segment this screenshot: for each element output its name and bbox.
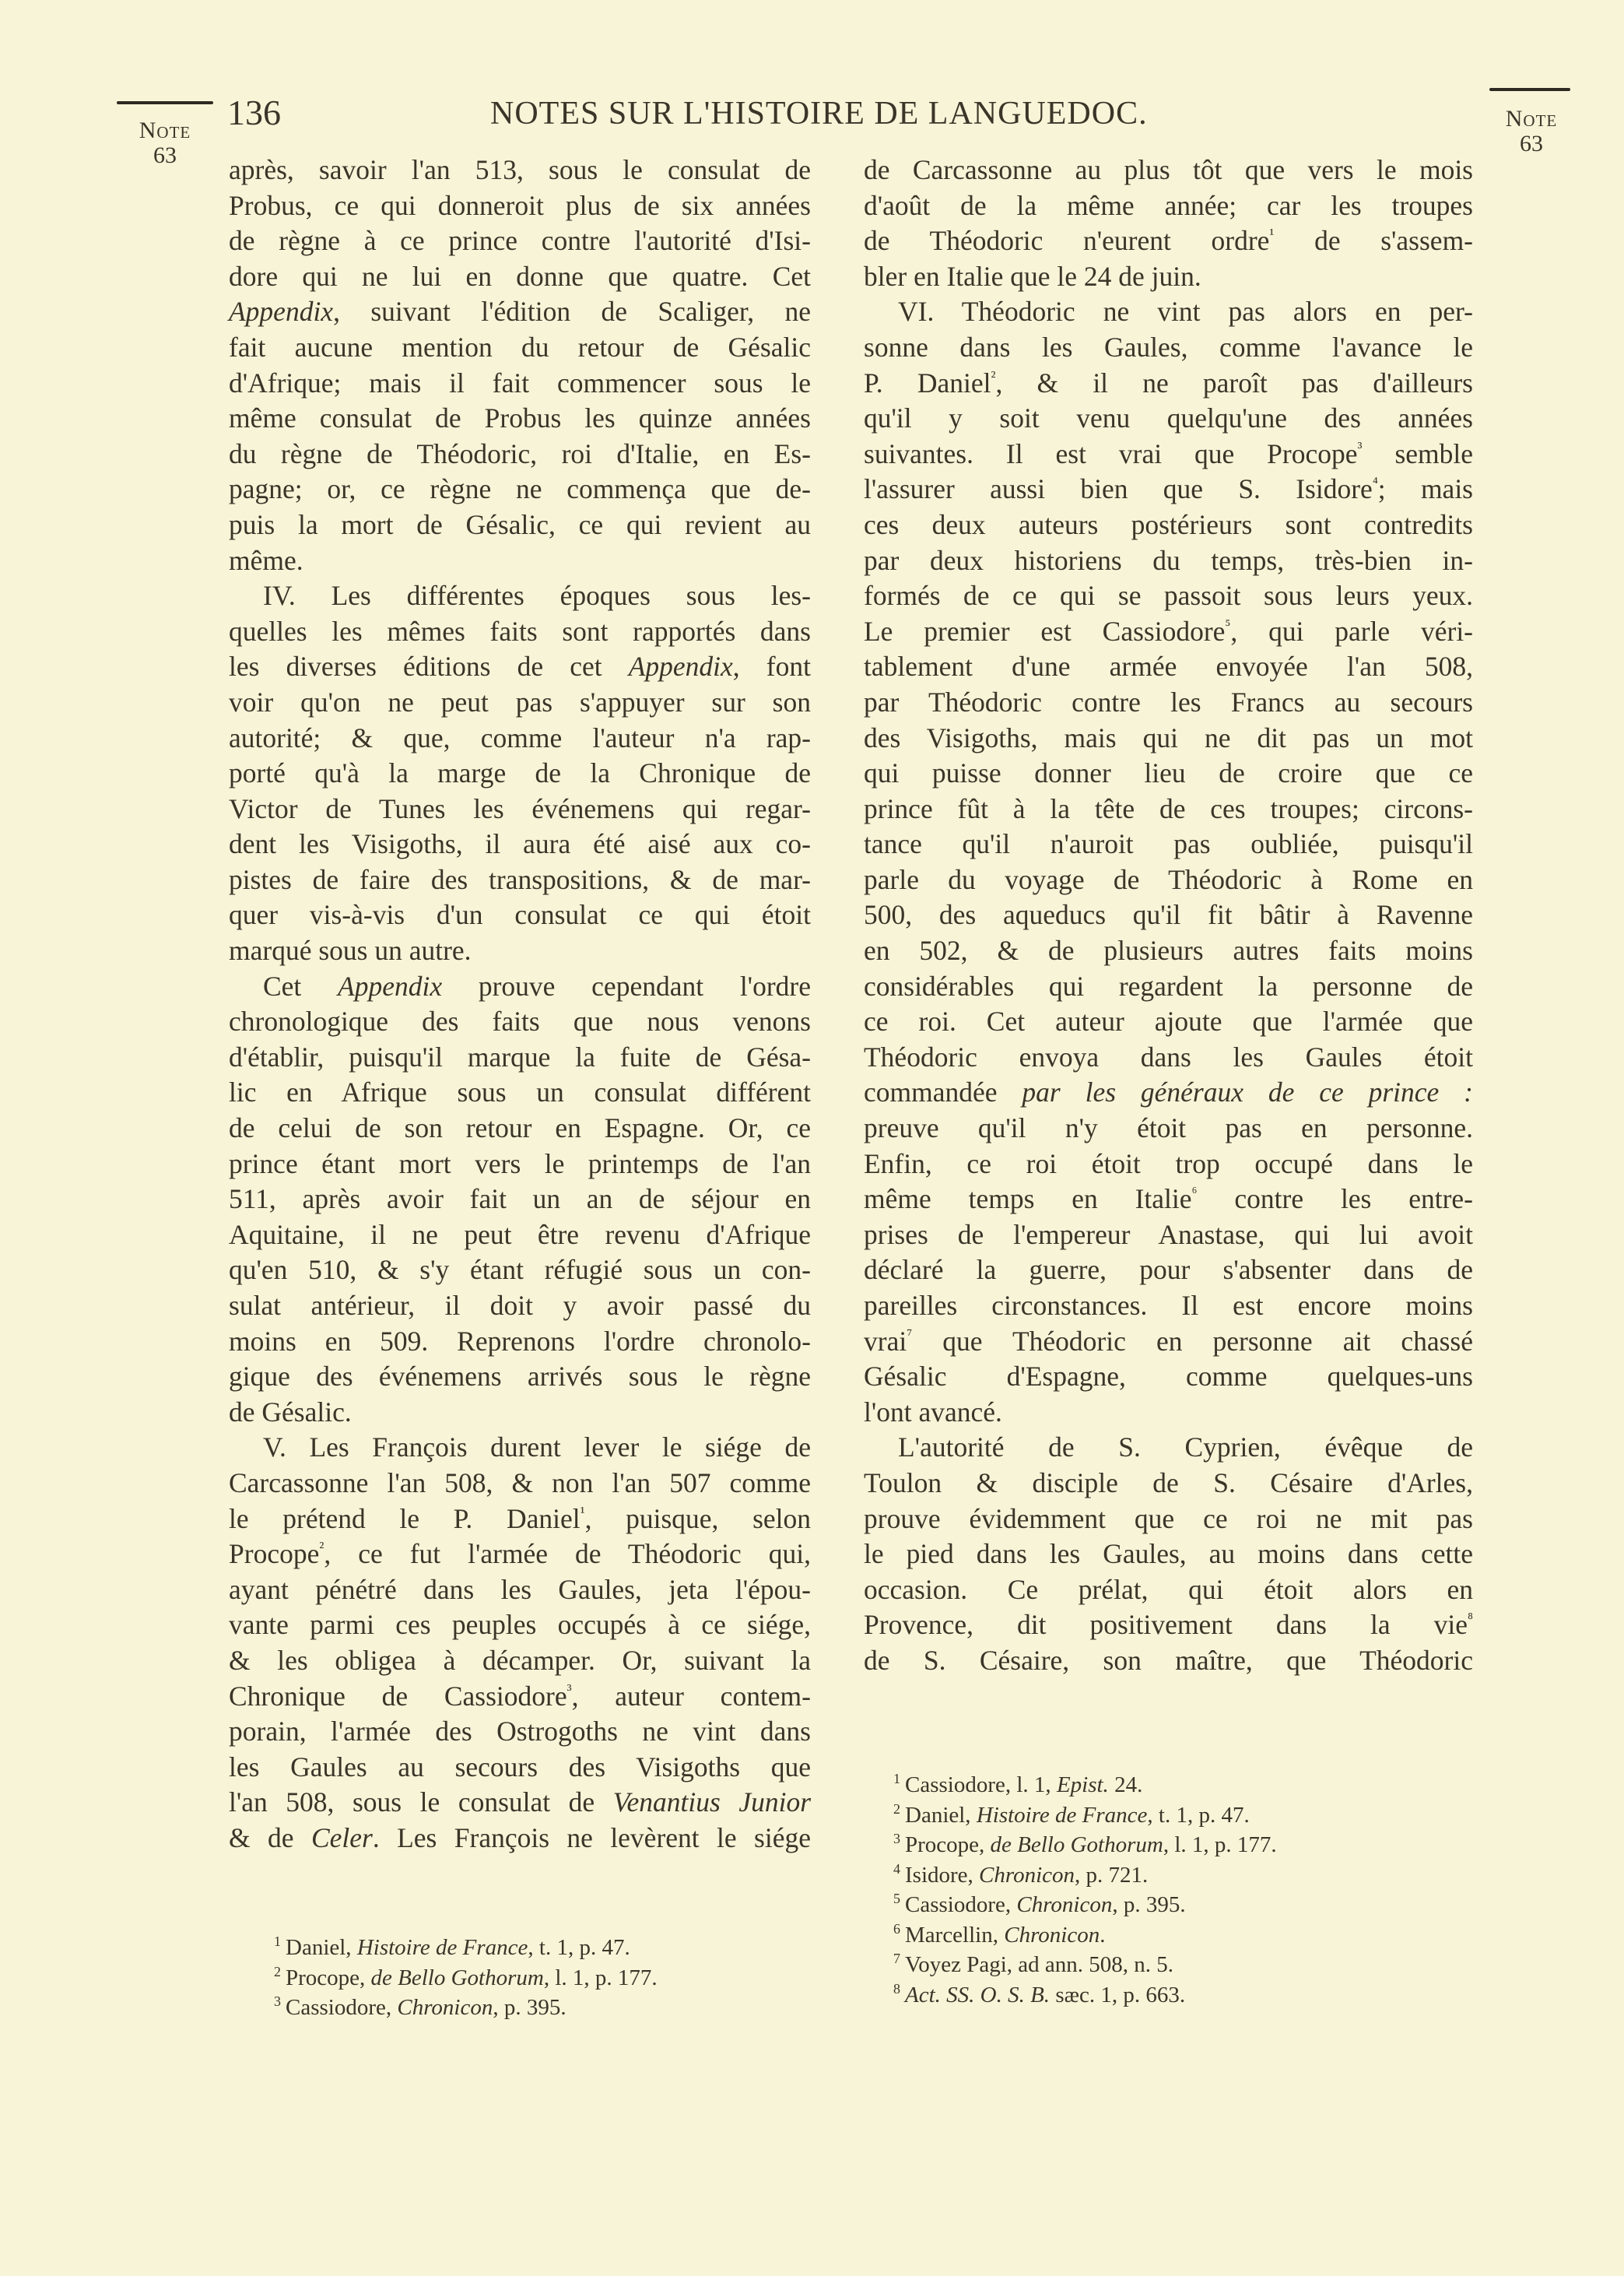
text-line: L'autorité de S. Cyprien, évêque de xyxy=(898,1431,1473,1463)
text-line: chronologique des faits que nous venons xyxy=(229,1006,811,1038)
footnote-mark: 8 xyxy=(893,1980,900,1997)
text-line: des Visigoths, mais qui ne dit pas un mot xyxy=(864,722,1473,753)
text-line: Aquitaine, il ne peut être revenu d'Afrique xyxy=(229,1218,811,1250)
text-line: Gésalic d'Espagne, comme quelques-uns xyxy=(864,1361,1473,1393)
text-line: P. Daniel$^{^2}$, & il ne paroît pas d'ailleurs xyxy=(864,367,1473,399)
italic-term: Appendix xyxy=(229,296,334,328)
footnote-reference: , p. 395. xyxy=(493,1995,566,2020)
text-line: de S. Césaire, son maître, que Théodoric xyxy=(864,1644,1473,1676)
footnote xyxy=(893,1860,1277,1891)
footnote-author: Daniel, xyxy=(286,1935,357,1960)
text-line: 500, des aqueducs qu'il fit bâtir à Ravenne xyxy=(864,899,1473,931)
text-line: autorité; & que, comme l'auteur n'a rap- xyxy=(229,722,811,753)
text-line: Théodoric envoya dans les Gaules étoit xyxy=(864,1041,1473,1073)
footnote-reference: , l. 1, p. 177. xyxy=(1163,1832,1277,1857)
italic-term: par les généraux de ce prince : xyxy=(1022,1077,1473,1108)
footnote-ref: ³ xyxy=(566,1681,572,1698)
text-line: pagne; or, ce règne ne commença que de- xyxy=(229,473,811,505)
footnote-author: Cassiodore, l. 1, xyxy=(905,1772,1057,1797)
footnote-title: Chronicon xyxy=(1016,1892,1113,1917)
footnote-mark: 1 xyxy=(893,1771,900,1786)
text-line: même. xyxy=(229,544,303,576)
footnote-author: Cassiodore, xyxy=(286,1995,398,2020)
text-line: qui puisse donner lieu de croire que ce xyxy=(864,757,1473,789)
text-line: l'ont avancé. xyxy=(864,1396,1002,1428)
text-line: lic en Afrique sous un consulat différent xyxy=(229,1077,811,1108)
text-line: d'établir, puisqu'il marque la fuite de Gésa- xyxy=(229,1041,811,1073)
footnote-reference: 24. xyxy=(1108,1772,1143,1797)
italic-term: Appendix xyxy=(628,651,733,683)
footnote-author: Procope, xyxy=(905,1832,991,1857)
footnote-title: Chronicon xyxy=(397,1995,493,2020)
text-line: bler en Italie que le 24 de juin. xyxy=(864,260,1201,292)
footnote-ref: ² xyxy=(319,1539,324,1557)
text-line: & de Celer. Les François ne levèrent le siége xyxy=(229,1821,811,1853)
footnote-reference: , p. 721. xyxy=(1075,1862,1149,1888)
text-line: pistes de faire des transpositions, & de mar- xyxy=(229,863,811,895)
text-line: d'Afrique; mais il fait commencer sous le xyxy=(229,367,811,399)
footnote xyxy=(893,1980,1277,2011)
text-line: voir qu'on ne peut pas s'appuyer sur son xyxy=(229,686,811,718)
footnote-title: Histoire de France xyxy=(356,1935,528,1960)
footnote-ref: ⁶ xyxy=(1191,1184,1198,1202)
text-line: porté qu'à la marge de la Chronique de xyxy=(229,757,811,789)
text-line: vrai$^{^7}$ que Théodoric en personne ait chassé xyxy=(864,1325,1473,1357)
footnote-title: Chronicon xyxy=(1004,1922,1100,1948)
margin-note-label: Note xyxy=(139,118,191,143)
footnote-title: de Bello Gothorum xyxy=(990,1832,1163,1857)
text-line: pareilles circonstances. Il est encore moins xyxy=(864,1290,1473,1321)
footnote-reference: sæc. 1, p. 663. xyxy=(1050,1982,1186,2007)
italic-term: Celer xyxy=(310,1821,373,1853)
text-line: ces deux auteurs postérieurs sont contredits xyxy=(864,508,1473,540)
text-line: du règne de Théodoric, roi d'Italie, en Es- xyxy=(229,437,811,469)
footnote-title: Epist. xyxy=(1056,1772,1109,1797)
running-title: NOTES SUR L'HISTOIRE DE LANGUEDOC. xyxy=(490,96,1148,132)
text-line: prince étant mort vers le printemps de l'an xyxy=(229,1147,811,1179)
text-line: quer vis-à-vis d'un consulat ce qui étoit xyxy=(229,899,811,931)
right-footnotes xyxy=(893,1770,1277,2010)
left-margin-note xyxy=(125,118,205,167)
margin-note-number: 63 xyxy=(153,142,177,168)
footnote-mark: 3 xyxy=(274,1993,281,2009)
footnote-title: de Bello Gothorum xyxy=(370,1965,544,1990)
text-line: 511, après avoir fait un an de séjour en xyxy=(229,1183,811,1215)
text-line: formés de ce qui se passoit sous leurs yeux. xyxy=(864,580,1473,612)
text-line: Probus, ce qui donneroit plus de six années xyxy=(229,189,811,221)
text-line: commandée par les généraux de ce prince : xyxy=(864,1077,1473,1108)
footnote-mark: 7 xyxy=(893,1951,900,1966)
right-margin-note xyxy=(1491,107,1572,156)
text-line: marqué sous un autre. xyxy=(229,935,472,967)
footnote-mark: 4 xyxy=(893,1860,900,1877)
text-line: Victor de Tunes les événemens qui regar- xyxy=(229,792,811,824)
text-line: tablement d'une armée envoyée l'an 508, xyxy=(864,651,1473,683)
footnote-ref: ¹ xyxy=(580,1503,585,1521)
footnote-author: Isidore, xyxy=(905,1862,980,1888)
text-line: d'août de la même année; car les troupes xyxy=(864,189,1473,221)
italic-term: Venantius Junior xyxy=(612,1786,812,1818)
text-line: par deux historiens du temps, très-bien in- xyxy=(864,544,1473,576)
text-line: VI. Théodoric ne vint pas alors en per- xyxy=(898,296,1473,328)
text-line: en 502, & de plusieurs autres faits moins xyxy=(864,935,1473,967)
footnote-title: Chronicon xyxy=(979,1862,1075,1888)
text-line: Le premier est Cassiodore$^{^5}$, qui parle véri- xyxy=(864,615,1474,647)
footnote-reference: , l. 1, p. 177. xyxy=(543,1965,658,1990)
text-line: déclaré la guerre, pour s'absenter dans de xyxy=(864,1254,1473,1286)
footnote-author: Marcellin, xyxy=(905,1922,1005,1948)
footnote-ref: ² xyxy=(991,367,996,385)
text-line: sulat antérieur, il doit y avoir passé du xyxy=(229,1290,811,1321)
text-line: moins en 509. Reprenons l'ordre chronolo- xyxy=(229,1325,811,1357)
footnote-ref: ³ xyxy=(1357,438,1363,456)
footnote-ref: ⁵ xyxy=(1225,616,1231,634)
margin-note-label: Note xyxy=(1505,106,1558,132)
text-line: Carcassonne l'an 508, & non l'an 507 comme xyxy=(229,1466,811,1498)
text-line: l'assurer aussi bien que S. Isidore$^{^4}$; mais xyxy=(864,473,1473,505)
left-margin-rule xyxy=(117,101,213,104)
text-line: qu'en 510, & s'y étant réfugié sous un con- xyxy=(229,1254,811,1286)
right-text-column xyxy=(864,153,1473,1679)
text-line: de Gésalic. xyxy=(229,1396,352,1428)
text-line: parle du voyage de Théodoric à Rome en xyxy=(864,863,1473,895)
text-line: prises de l'empereur Anastase, qui lui avoit xyxy=(864,1218,1473,1250)
text-line: de Théodoric n'eurent ordre$^{^1}$ de s'assem- xyxy=(864,225,1473,257)
text-line: Enfin, ce roi étoit trop occupé dans le xyxy=(864,1147,1473,1179)
text-line: par Théodoric contre les Francs au secours xyxy=(864,686,1473,718)
text-line: Cet Appendix prouve cependant l'ordre xyxy=(263,970,811,1002)
text-line: suivantes. Il est vrai que Procope$^{^3}$ semble xyxy=(864,437,1473,469)
text-line: de règne à ce prince contre l'autorité d'Isi- xyxy=(229,225,811,257)
text-line: prouve évidemment que ce roi ne mit pas xyxy=(864,1502,1473,1534)
footnote-ref: ⁸ xyxy=(1468,1610,1473,1628)
footnote xyxy=(893,1800,1277,1831)
text-line: V. Les François durent lever le siége de xyxy=(263,1431,811,1463)
text-line: prince fût à la tête de ces troupes; circons- xyxy=(864,792,1473,824)
text-line: ce roi. Cet auteur ajoute que l'armée que xyxy=(864,1006,1473,1038)
text-line: ayant pénétré dans les Gaules, jeta l'épou- xyxy=(229,1573,811,1605)
text-line: Toulon & disciple de S. Césaire d'Arles, xyxy=(864,1466,1473,1498)
footnote-ref: ¹ xyxy=(1269,226,1275,244)
text-line: occasion. Ce prélat, qui étoit alors en xyxy=(864,1573,1473,1605)
footnote xyxy=(274,1963,658,1993)
text-line: même temps en Italie$^{^6}$ contre les entre- xyxy=(864,1183,1474,1215)
footnote-reference: , t. 1, p. 47. xyxy=(528,1935,630,1960)
footnote xyxy=(893,1890,1277,1920)
text-line: après, savoir l'an 513, sous le consulat de xyxy=(229,154,811,185)
text-line: les diverses éditions de cet Appendix, font xyxy=(229,651,811,683)
footnote-reference: , t. 1, p. 47. xyxy=(1147,1802,1250,1828)
left-footnotes xyxy=(274,1933,658,2023)
footnote-title: Act. SS. O. S. B. xyxy=(905,1982,1051,2007)
text-line: Procope$^{^2}$, ce fut l'armée de Théodoric qui, xyxy=(229,1538,811,1570)
text-line: Provence, dit positivement dans la vie$^{^8}$ xyxy=(864,1609,1473,1641)
footnote-author: Voyez Pagi, ad ann. 508, n. 5. xyxy=(905,1952,1173,1977)
text-line: l'an 508, sous le consulat de Venantius Junior xyxy=(229,1786,812,1818)
text-line: considérables qui regardent la personne de xyxy=(864,970,1473,1002)
footnote-author: Procope, xyxy=(286,1965,371,1990)
footnote-mark: 6 xyxy=(893,1920,900,1937)
footnote-mark: 1 xyxy=(274,1934,281,1949)
text-line: quelles les mêmes faits sont rapportés dans xyxy=(229,615,811,647)
text-line: tance qu'il n'auroit pas oubliée, puisqu'il xyxy=(864,828,1473,860)
left-text-column xyxy=(229,153,811,1856)
footnote xyxy=(274,1993,658,2023)
text-line: de Carcassonne au plus tôt que vers le mois xyxy=(864,154,1473,185)
footnote-ref: ⁷ xyxy=(907,1326,913,1343)
text-line: sonne dans les Gaules, comme l'avance le xyxy=(864,331,1473,363)
text-line: qu'il y soit venu quelqu'une des années xyxy=(864,402,1473,434)
text-line: fait aucune mention du retour de Gésalic xyxy=(229,331,811,363)
text-line: IV. Les différentes époques sous les- xyxy=(263,580,811,612)
page-number: 136 xyxy=(227,93,281,132)
footnote-ref: ⁴ xyxy=(1372,474,1378,492)
text-line: dore qui ne lui en donne que quatre. Cet xyxy=(229,260,811,292)
text-line: même consulat de Probus les quinze années xyxy=(229,402,811,434)
text-line: le pied dans les Gaules, au moins dans cette xyxy=(864,1538,1473,1570)
footnote-mark: 2 xyxy=(893,1800,900,1817)
footnote-author: Cassiodore, xyxy=(905,1892,1017,1917)
text-line: & les obligea à décamper. Or, suivant la xyxy=(229,1644,811,1676)
text-line: vante parmi ces peuples occupés à ce siége, xyxy=(229,1609,811,1641)
text-line: de celui de son retour en Espagne. Or, ce xyxy=(229,1112,811,1144)
text-line: porain, l'armée des Ostrogoths ne vint dans xyxy=(229,1716,811,1747)
footnote-author: Daniel, xyxy=(905,1802,977,1828)
text-line: Appendix, suivant l'édition de Scaliger, ne xyxy=(229,296,811,328)
footnote-mark: 2 xyxy=(274,1963,281,1979)
right-margin-rule xyxy=(1489,88,1570,91)
footnote xyxy=(893,1950,1277,1980)
text-line: preuve qu'il n'y étoit pas en personne. xyxy=(864,1112,1473,1144)
text-line: le prétend le P. Daniel$^{^1}$, puisque, selon xyxy=(229,1502,812,1534)
margin-note-number: 63 xyxy=(1520,130,1543,156)
footnote-mark: 5 xyxy=(893,1891,900,1906)
footnote xyxy=(274,1933,658,1963)
text-line: les Gaules au secours des Visigoths que xyxy=(229,1751,811,1783)
text-line: puis la mort de Gésalic, ce qui revient au xyxy=(229,508,811,540)
footnote-mark: 3 xyxy=(893,1831,900,1846)
footnote xyxy=(893,1830,1277,1860)
footnote-reference: , p. 395. xyxy=(1112,1892,1186,1917)
italic-term: Appendix xyxy=(338,970,443,1002)
footnote-title: Histoire de France xyxy=(976,1802,1148,1828)
footnote-reference: . xyxy=(1100,1922,1106,1948)
text-line: dent les Visigoths, il aura été aisé aux co- xyxy=(229,828,811,860)
text-line: Chronique de Cassiodore$^{^3}$, auteur contem- xyxy=(229,1680,811,1712)
text-line: gique des événemens arrivés sous le règne xyxy=(229,1361,811,1393)
footnote xyxy=(893,1770,1277,1800)
footnote xyxy=(893,1920,1277,1951)
